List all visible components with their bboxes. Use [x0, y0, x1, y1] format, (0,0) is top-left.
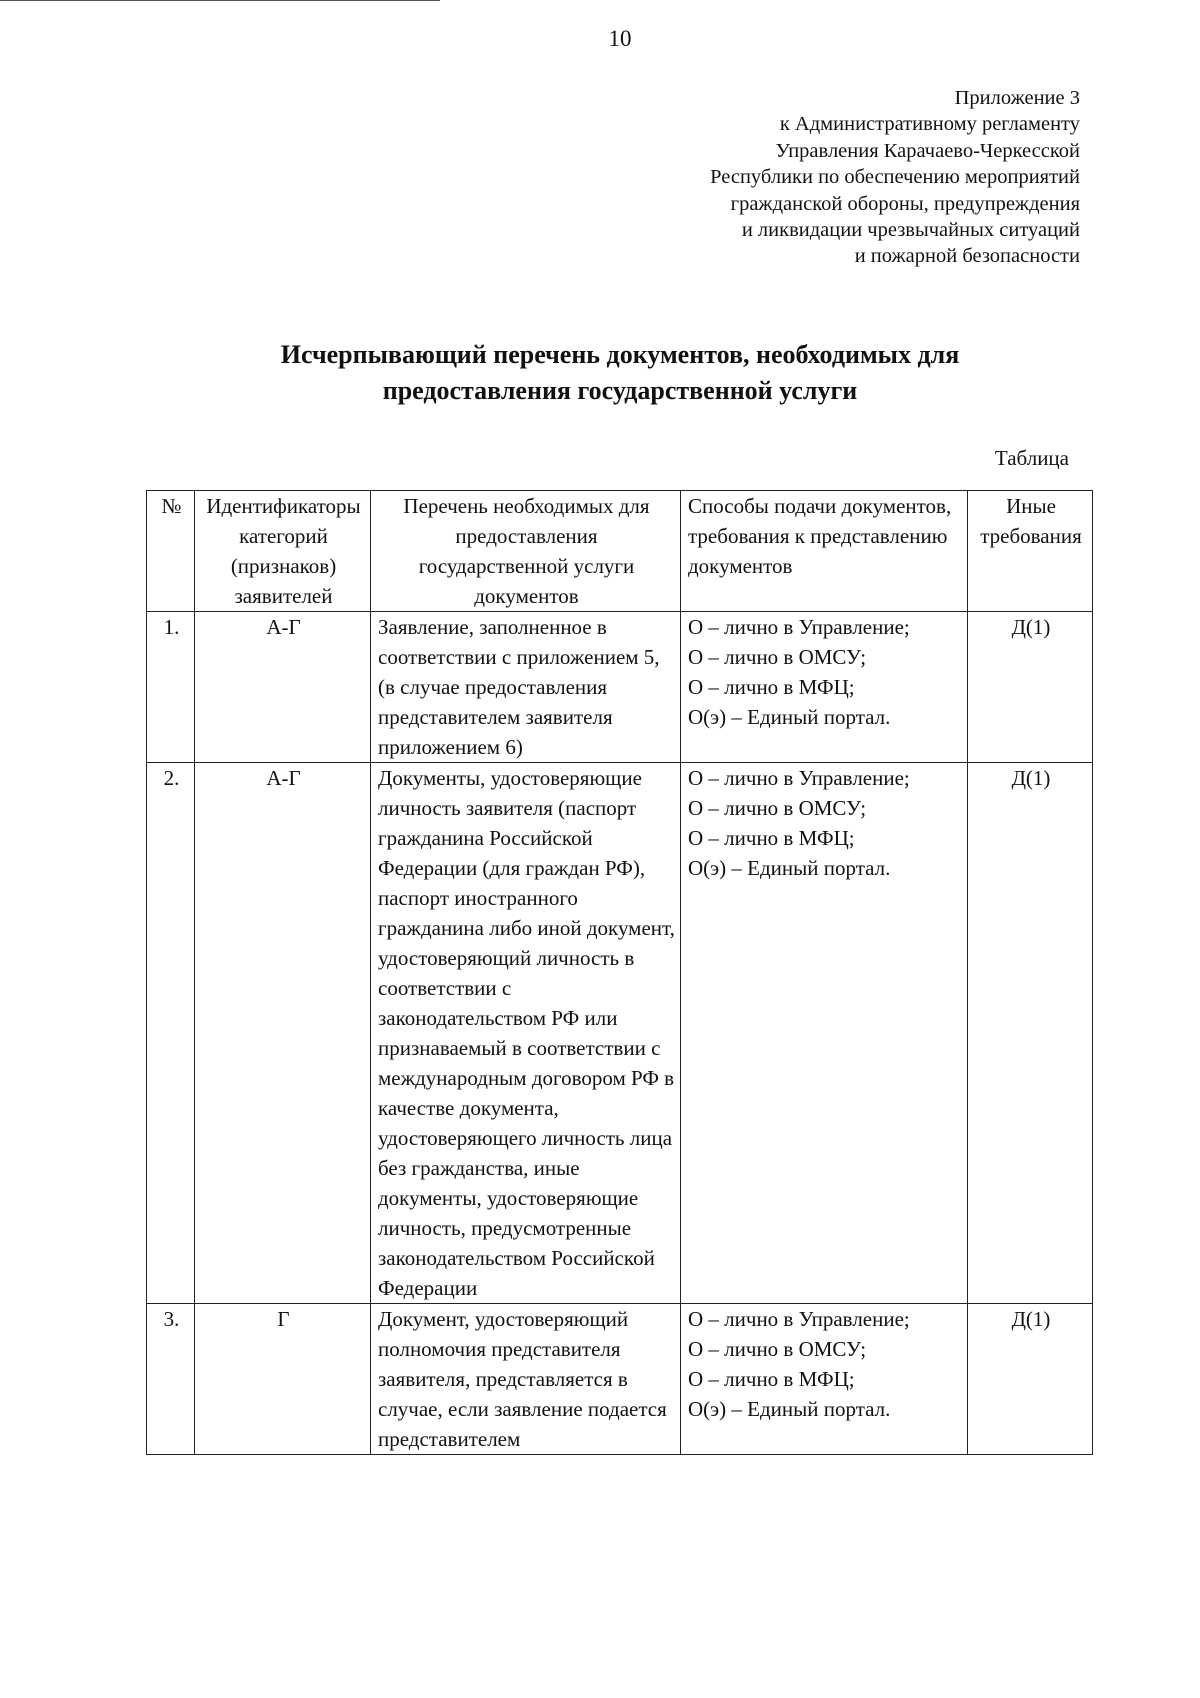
row-num: 3. — [147, 1304, 195, 1455]
top-scan-rule — [0, 0, 440, 1]
header-identifiers: Идентификаторы категорий (признаков) заявителей — [195, 491, 371, 612]
documents-table — [146, 490, 1093, 1455]
header-num: № — [147, 491, 195, 612]
method-line: О(э) – Единый портал. — [688, 856, 891, 880]
page-number: 10 — [608, 26, 632, 51]
appendix-block — [520, 85, 1080, 270]
appendix-line: Приложение 3 — [954, 87, 1080, 109]
row-other: Д(1) — [968, 763, 1093, 1304]
table-row — [147, 612, 1093, 763]
method-line: О – лично в ОМСУ; — [688, 1337, 867, 1361]
method-line: О – лично в МФЦ; — [688, 1367, 855, 1391]
method-line: О(э) – Единый портал. — [688, 1397, 891, 1421]
table-row — [147, 1304, 1093, 1455]
row-documents: Документ, удостоверяющий полномочия представителя заявителя, представляется в случае, если заявление подается представителем — [371, 1304, 681, 1455]
document-title — [180, 337, 1060, 409]
row-num: 1. — [147, 612, 195, 763]
method-line: О – лично в МФЦ; — [688, 675, 855, 699]
header-methods: Способы подачи документов, требования к представлению документов — [681, 491, 968, 612]
row-num: 2. — [147, 763, 195, 1304]
appendix-line: Управления Карачаево-Черкесской — [775, 139, 1080, 162]
method-line: О – лично в Управление; — [688, 1307, 910, 1331]
row-methods — [681, 612, 968, 763]
row-documents: Документы, удостоверяющие личность заявителя (паспорт гражданина Российской Федерации (для граждан РФ), паспорт иностранного гражданина либо иной документ, удостоверяющий личность в соответствии с законодательством РФ или признаваемый в соответствии с международным договором РФ в качестве документа, удостоверяющего личность лица без гражданства, иные документы, удостоверяющие личность, предусмотренные законодательством Российской Федерации — [371, 763, 681, 1304]
row-documents: Заявление, заполненное в соответствии с приложением 5, (в случае предоставления представителем заявителя приложением 6) — [371, 612, 681, 763]
appendix-line: и пожарной безопасности — [854, 245, 1080, 268]
header-other: Иные требования — [968, 491, 1093, 612]
appendix-line: и ликвидации чрезвычайных ситуаций — [741, 219, 1080, 242]
appendix-line: к Административному регламенту — [779, 113, 1080, 136]
row-identifiers: А-Г — [195, 763, 371, 1304]
row-other: Д(1) — [968, 612, 1093, 763]
row-identifiers: А-Г — [195, 612, 371, 763]
table-row — [147, 763, 1093, 1304]
method-line: О – лично в МФЦ; — [688, 826, 855, 850]
row-methods — [681, 1304, 968, 1455]
method-line: О – лично в ОМСУ; — [688, 796, 867, 820]
header-documents: Перечень необходимых для предоставления государственной услуги документов — [371, 491, 681, 612]
method-line: О(э) – Единый портал. — [688, 705, 891, 729]
method-line: О – лично в Управление; — [688, 615, 910, 639]
appendix-line: гражданской обороны, предупреждения — [730, 192, 1080, 215]
row-other: Д(1) — [968, 1304, 1093, 1455]
row-methods — [681, 763, 968, 1304]
document-title-line: предоставления государственной услуги — [382, 376, 858, 405]
method-line: О – лично в ОМСУ; — [688, 645, 867, 669]
document-title-line: Исчерпывающий перечень документов, необходимых для — [280, 340, 960, 369]
appendix-line: Республики по обеспечению мероприятий — [710, 166, 1080, 189]
row-identifiers: Г — [195, 1304, 371, 1455]
table-label: Таблица — [994, 446, 1069, 470]
method-line: О – лично в Управление; — [688, 766, 910, 790]
table-header-row — [147, 491, 1093, 612]
